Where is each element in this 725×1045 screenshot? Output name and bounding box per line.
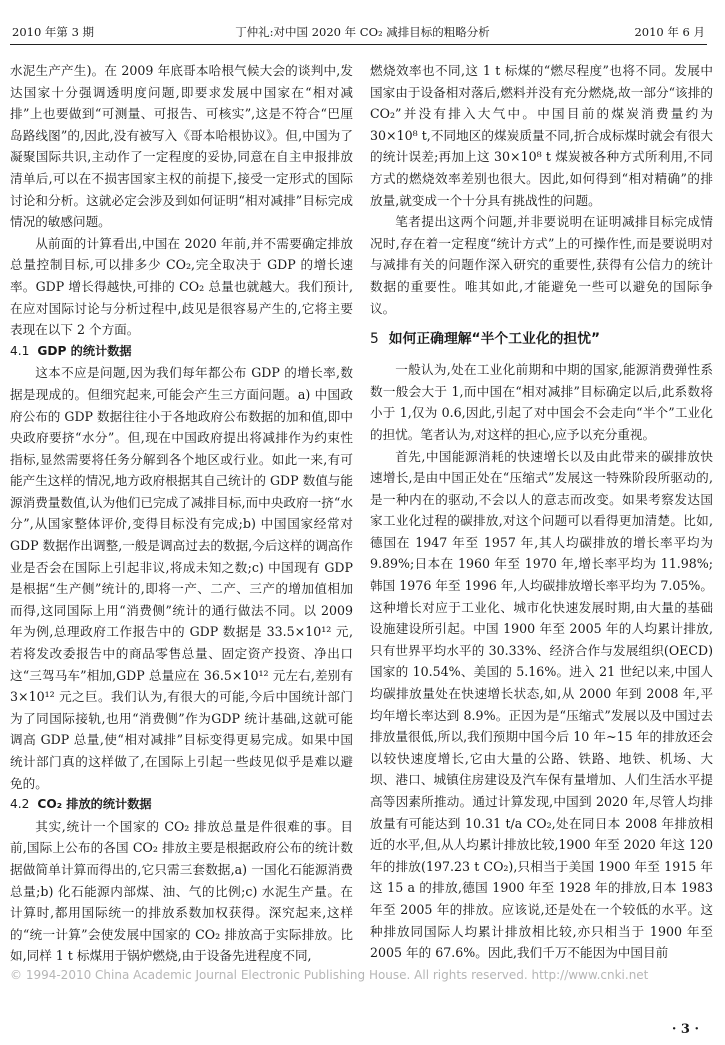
section-4-2-number: 4.2 [10, 797, 30, 812]
left-paragraph-4: 其实,统计一个国家的 CO₂ 排放总量是件很难的事。目前,国际上公布的各国 CO₂ 排放主要是根据政府公布的统计数据做简单计算而得出的,它只需三套数据,a) 一国化石能源消费总量;b) 化石能源内部煤、油、气的比例;c) 水泥生产量。在计算时,都用国际统一的排放系数加权获得。深究起来,这样的“统一计算”会使发展中国家的 CO₂ 排放高于实际排放。比如,同样 1 t 标煤用于锅炉燃烧,由于设备先进程度不同, [10, 818, 353, 964]
section-4-2-title: CO₂ 排放的统计数据 [37, 797, 152, 812]
section-5-number: 5 [370, 331, 379, 348]
right-paragraph-1: 燃烧效率也不同,这 1 t 标煤的“燃尽程度”也将不同。发展中国家由于设备相对落后,燃料并没有充分燃烧,故一部分“该排的 CO₂”并没有排入大气中。中国目前的煤炭消费量约为 30×10⁸ t,不同地区的煤炭质量不同,折合成标煤时就会有很大的统计误差;再加上这 30×10⁸ t 煤炭被各种方式所利用,不同方式的燃烧效率差别也很大。因此,如何得到“相对精确”的排放量,就变成一个十分具有挑战性的问题。 [370, 63, 713, 208]
section-4-1-heading [10, 341, 353, 363]
page-header [0, 0, 725, 46]
right-paragraph-2: 笔者提出这两个问题,并非要说明在证明减排目标完成情况时,存在着一定程度“统计方式”上的可操作性,而是要说明对与减排有关的问题作深入研究的重要性,获得有公信力的统计数据的重要性。唯其如此,才能避免一些可以避免的国际争议。 [370, 214, 713, 316]
section-5-title: 如何正确理解“半个工业化的担忧” [388, 331, 601, 348]
right-paragraph-3: 一般认为,处在工业化前期和中期的国家,能源消费弹性系数一般会大于 1,而中国在“相对减排”目标确定以后,此系数将小于 1,仅为 0.6,因此,引起了对中国会不会走向“半个”工业化的担忧。笔者认为,对这样的担心,应予以充分重视。 [370, 362, 713, 442]
cnki-watermark: © 1994-2010 China Academic Journal Electronic Publishing House. All rights reserved. http://www.cnki.net [10, 968, 649, 982]
section-4-2-heading [10, 794, 353, 816]
left-column [10, 60, 353, 1015]
left-paragraph-3: 这本不应是问题,因为我们每年都公布 GDP 的增长率,数据是现成的。但细究起来,可能会产生三方面问题。a) 中国政府公布的 GDP 数据往往小于各地政府公布数据的加和值,即中央政府要挤“水分”。但,现在中国政府提出将减排作为约束性指标,显然需要将任务分解到各个地区或行业。如此一来,有可能产生这样的情况,地方政府根据其自己统计的 GDP 数值与能源消费量数值,认为他们已完成了减排目标,而中央政府一挤“水分”,从国家整体评价,变得目标没有完成;b) 中国国家经常对 GDP 数据作出调整,一般是调高过去的数据,今后这样的调高作业是否会在国际上引起非议,将成未知之数;c) 中国现有 GDP 是根据“生产侧”统计的,即将一产、二产、三产的增加值相加而得,这同国际上用“消费侧”统计的通行做法不同。以 2009 年为例,总理政府工作报告中的 GDP 数据是 33.5×10¹² 元,若将发改委报告中的商品零售总量、固定资产投资、净出口这“三驾马车”相加,GDP 总量应在 36.5×10¹² 元左右,差别有 3×10¹² 元之巨。我们认为,有很大的可能,今后中国统计部门为了同国际接轨,也用“消费侧”作为GDP 统计基础,这就可能调高 GDP 总量,使“相对减排”目标变得更易完成。如果中国统计部门真的这样做了,在国际上引起一些歧见似乎是难以避免的。 [10, 365, 353, 791]
page-number: · 3 · [671, 1022, 699, 1037]
section-4-1-number: 4.1 [10, 343, 30, 358]
section-5-heading [370, 327, 713, 351]
journal-issue: 2010 年第 3 期 [12, 25, 95, 39]
right-column [370, 60, 713, 1015]
section-4-1-title: GDP 的统计数据 [37, 343, 132, 358]
right-paragraph-4: 首先,中国能源消耗的快速增长以及由此带来的碳排放快速增长,是由中国正处在“压缩式”发展这一特殊阶段所驱动的,是一种内在的驱动,不会以人的意志而改变。如果考察发达国家工业化过程的碳排放,对这个问题可以看得更加清楚。比如,德国在 1947 年至 1957 年,其人均碳排放的增长率平均为 9.89%;日本在 1960 年至 1970 年,增长率平均为 11.98%;韩国 1976 年至 1996 年,人均碳排放增长率平均为 7.05%。这种增长对应于工业化、城市化快速发展时期,由大量的基础设施建设所引起。中国 1900 年至 2005 年的人均累计排放,只有世界平均水平的 30.33%、经济合作与发展组织(OECD)国家的 10.54%、美国的 5.16%。进入 21 世纪以来,中国人均碳排放量处在快速增长状态,如,从 2000 年到 2008 年,平均年增长率达到 8.9%。正因为是“压缩式”发展以及中国过去排放量很低,所以,我们预期中国今后 10 年~15 年的排放还会以较快速度增长,它由大量的公路、铁路、地铁、机场、大坝、港口、城镇住房建设及汽车保有量增加、人们生活水平提高等因素所推动。通过计算发现,中国到 2020 年,尽管人均排放量有可能达到 10.31 t/a CO₂,处在同日本 2008 年排放相近的水平,但,从人均累计排放比较,1900 年至 2020 年这 120 年的排放(197.23 t CO₂),只相当于美国 1900 年至 1915 年这 15 a 的排放,德国 1900 年至 1928 年的排放,日本 1983 年至 2005 年的排放。应该说,还是处在一个较低的水平。这种排放同国际人均累计排放相比较,亦只相当于 1900 年至 2005 年的 67.6%。因此,我们千万不能因为中国目前 [370, 448, 713, 961]
publication-date: 2010 年 6 月 [634, 25, 705, 39]
header-rule [10, 44, 707, 45]
left-paragraph-2: 从前面的计算看出,中国在 2020 年前,并不需要确定排放总量控制目标,可以排多少 CO₂,完全取决于 GDP 的增长速率。GDP 增长得越快,可排的 CO₂ 总量也就越大。我们预计,在应对国际讨论与分析过程中,歧见是很容易产生的,它将主要表现在以下 2 个方面。 [10, 235, 353, 338]
running-title: 丁仲礼:对中国 2020 年 CO₂ 减排目标的粗略分析 [235, 25, 490, 39]
left-paragraph-1: 水泥生产产生)。在 2009 年底哥本哈根气候大会的谈判中,发达国家十分强调透明度问题,即要求发展中国家在“相对减排”上也要做到“可测量、可报告、可核实”,这是不符合“巴厘岛路线图”的,因此,没有被写入《哥本哈根协议》。但,中国为了凝聚国际共识,主动作了一定程度的妥协,同意在自主申报排放清单后,可以在不损害国家主权的前提下,接受一定形式的国际讨论和分析。这就必定会涉及到如何证明“相对减排”目标完成情况的敏感问题。 [10, 63, 353, 230]
